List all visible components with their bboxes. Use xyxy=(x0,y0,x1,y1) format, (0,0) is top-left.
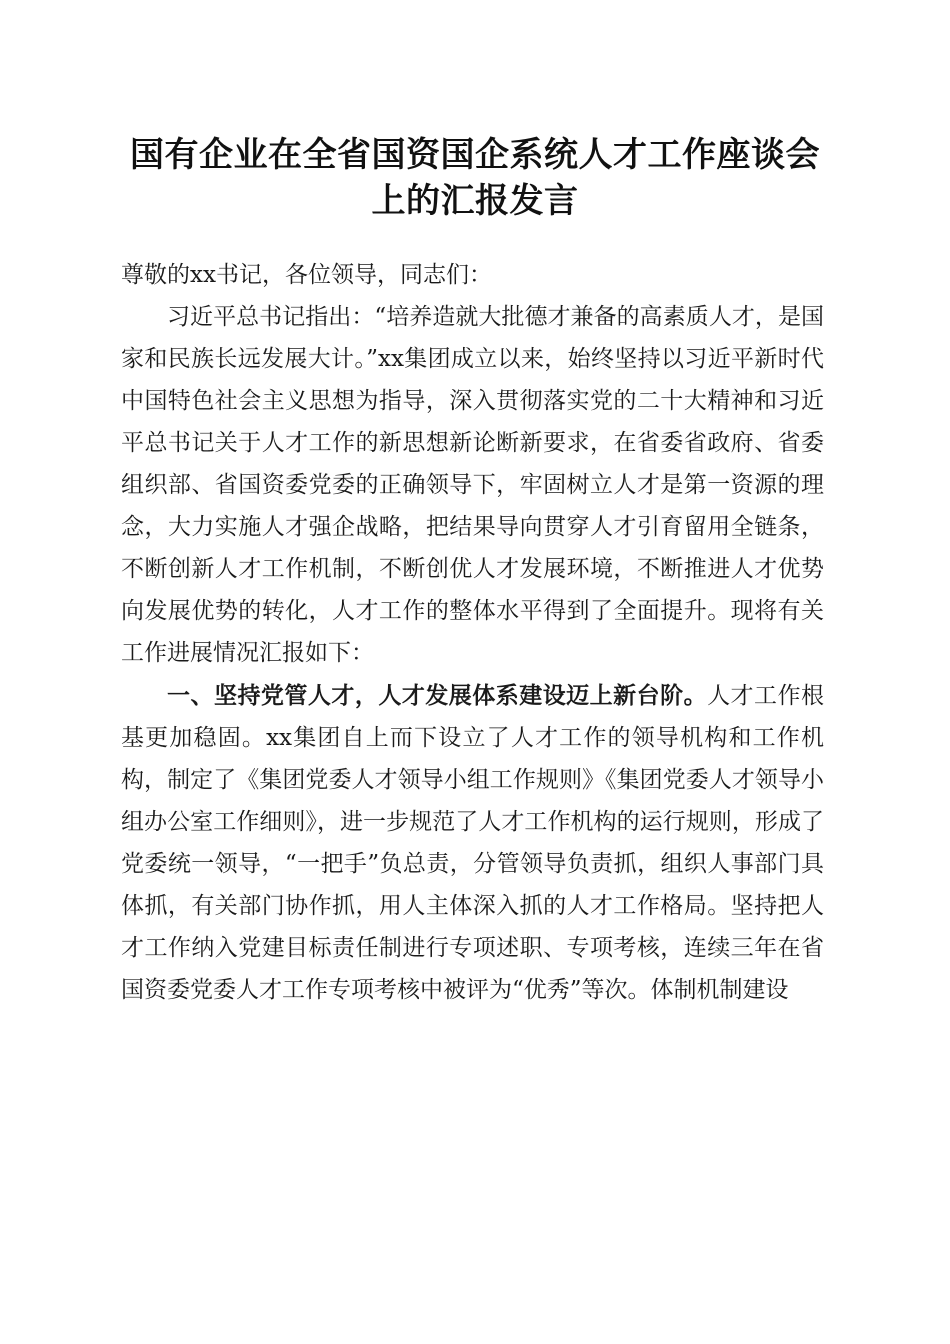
title-line-1: 国有企业在全省国资国企系统人才工作座谈会 xyxy=(130,135,820,175)
greeting: 尊敬的xx书记，各位领导，同志们： xyxy=(121,262,492,288)
document-title xyxy=(100,132,850,224)
title-line-2: 上的汇报发言 xyxy=(371,181,579,221)
document-body xyxy=(121,254,824,1011)
section-1-heading: 一、坚持党管人才，人才发展体系建设迈上新台阶。 xyxy=(167,683,708,709)
section-1-paragraph xyxy=(121,675,824,1011)
paragraph-intro: 习近平总书记指出：“培养造就大批德才兼备的高素质人才，是国家和民族长远发展大计。”xx集团成立以来，始终坚持以习近平新时代中国特色社会主义思想为指导，深入贯彻落实党的二十大精神和习近平总书记关于人才工作的新思想新论断新要求，在省委省政府、省委组织部、省国资委党委的正确领导下，牢固树立人才是第一资源的理念，大力实施人才强企战略，把结果导向贯穿人才引育留用全链条，不断创新人才工作机制，不断创优人才发展环境，不断推进人才优势向发展优势的转化，人才工作的整体水平得到了全面提升。现将有关工作进展情况汇报如下： xyxy=(121,304,824,666)
section-1-body: 人才工作根基更加稳固。xx集团自上而下设立了人才工作的领导机构和工作机构，制定了《集团党委人才领导小组工作规则》《集团党委人才领导小组办公室工作细则》，进一步规范了人才工作机构的运行规则，形成了党委统一领导，“一把手”负总责，分管领导负责抓，组织人事部门具体抓，有关部门协作抓，用人主体深入抓的人才工作格局。坚持把人才工作纳入党建目标责任制进行专项述职、专项考核，连续三年在省国资委党委人才工作专项考核中被评为“优秀”等次。体制机制建设 xyxy=(121,683,825,1003)
